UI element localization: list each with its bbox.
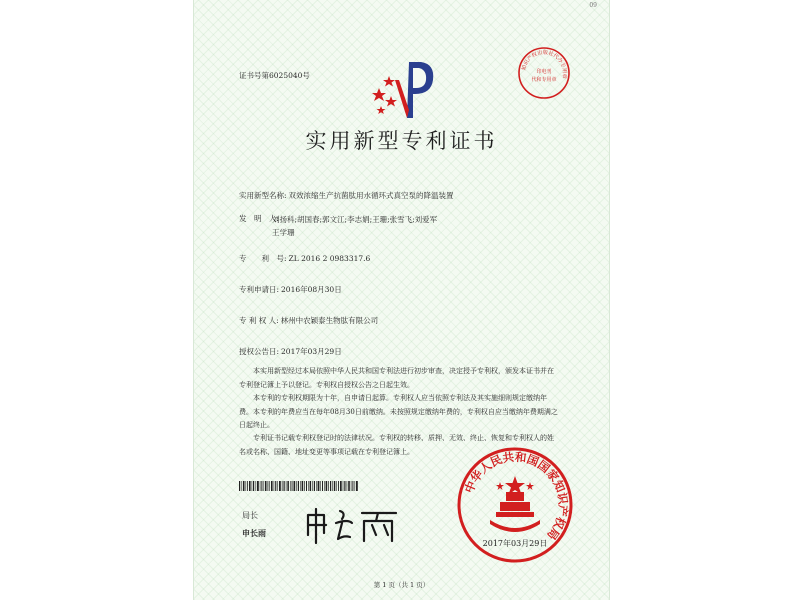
grant-date-value: 2017年03月29日 (281, 347, 342, 356)
seal-ring-text: 中华人民共和国国家知识产权局 (461, 449, 571, 543)
patent-number-label: 专 利 号: (239, 254, 287, 263)
director-title: 局长 (242, 511, 258, 520)
director-name: 申长雨 (242, 529, 266, 538)
agency-seal-ring-text: 知识产权出版社代办专用章 (521, 49, 568, 79)
grant-date-label: 授权公告日: (239, 347, 280, 356)
patent-number-row (239, 253, 370, 264)
inventor-line-2: 王学珊 (272, 228, 295, 237)
director-signature (302, 505, 402, 545)
body-paragraph-2: 本专利的专利权期限为十年，自申请日起算。专利权人应当依照专利法及其实施细则规定缴纳年费。本专利的年费应当在每年08月30日前缴纳。未按照规定缴纳年费的，专利权自应当缴纳年费期满之日起终止。 (239, 394, 558, 429)
inventor-line-1: 刘扬科;胡国春;郭文江;李志娟;王珊;张雪飞;刘爱军 (272, 215, 438, 224)
patent-number-value: ZL 2016 2 0983317.6 (288, 254, 371, 263)
patentee-value: 林州中农颖泰生物肽有限公司 (280, 316, 379, 325)
body-paragraph-3: 专利证书记载专利权登记时的法律状况。专利权的转移、质押、无效、终止、恢复和专利权人的姓名或名称、国籍、地址变更等事项记载在专利登记簿上。 (239, 434, 554, 456)
certificate-page (193, 0, 610, 600)
filing-date-value: 2016年08月30日 (281, 285, 342, 294)
barcode (239, 481, 359, 491)
utility-model-name-value: 双效浓缩生产抗菌肽用水循环式真空泵的降温装置 (288, 191, 454, 200)
utility-model-name-row (239, 190, 454, 201)
patentee-label: 专 利 权 人: (239, 316, 279, 325)
agency-seal-line-2: 代和专用章 (531, 77, 557, 83)
filing-date-row (239, 284, 342, 295)
grant-date-row (239, 346, 342, 357)
certificate-number: 证书号第6025040号 (239, 71, 310, 80)
seal-date: 2017年03月29日 (482, 539, 548, 548)
body-paragraph-1: 本实用新型经过本局依照中华人民共和国专利法进行初步审查，决定授予专利权，颁发本证书并在专利登记簿上予以登记。专利权自授权公告之日起生效。 (239, 367, 554, 389)
agency-seal (517, 46, 571, 100)
page-number: 第 1 页（共 1 页） (373, 581, 430, 589)
inventor-value (272, 213, 532, 239)
utility-model-name-label: 实用新型名称: (239, 191, 287, 200)
patent-office-logo-icon (369, 58, 439, 122)
inventor-label: 发 明 人: (239, 214, 280, 223)
certificate-title: 实用新型专利证书 (305, 129, 498, 153)
patentee-row (239, 315, 378, 326)
agency-seal-line-1: 印电刊 (536, 69, 552, 75)
filing-date-label: 专利申请日: (239, 285, 280, 294)
corner-mark: 09 (589, 2, 597, 9)
